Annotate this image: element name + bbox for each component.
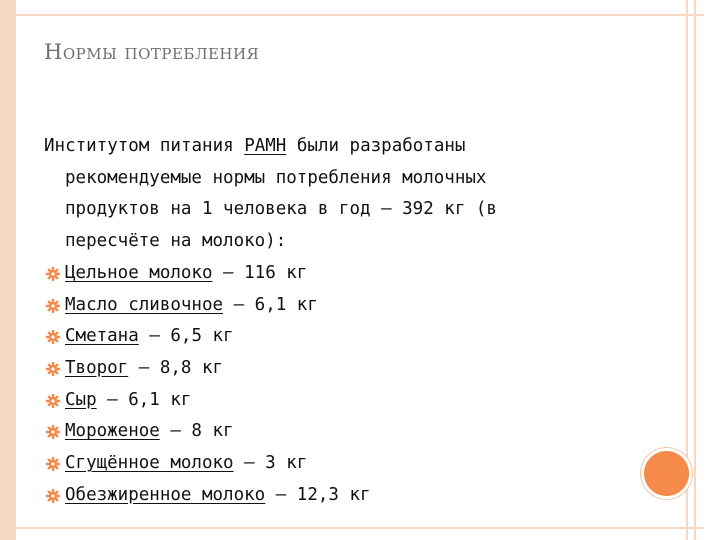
item-value: — 6,5 кг [138, 326, 234, 347]
gear-bullet-icon [46, 330, 60, 344]
item-name-link[interactable]: Творог [65, 357, 129, 378]
item-value: — 3 кг [233, 453, 308, 474]
frame-left-strip [0, 0, 16, 540]
item-name-link[interactable]: Обезжиренное молоко [65, 484, 266, 505]
item-name-link[interactable]: Масло сливочное [65, 294, 224, 315]
intro-line: пересчёте на молоко): [65, 231, 287, 252]
frame-top-line [16, 14, 704, 16]
intro-text: были разработаны [286, 136, 466, 156]
item-value: — 6,1 кг [96, 389, 192, 410]
intro-text: Институтом питания [44, 136, 245, 156]
list-item [44, 416, 644, 448]
list-item [44, 385, 644, 417]
ramn-link[interactable]: РАМН [244, 136, 287, 156]
item-name-link[interactable]: Сгущённое молоко [65, 453, 234, 474]
item-value: — 12,3 кг [265, 484, 371, 505]
list-item [44, 321, 644, 353]
intro-line [44, 131, 644, 163]
gear-bullet-icon [46, 299, 60, 313]
list-item [44, 448, 644, 480]
norms-list [44, 258, 644, 512]
list-item [44, 290, 644, 322]
item-name-link[interactable]: Сметана [65, 326, 139, 347]
gear-bullet-icon [46, 267, 60, 281]
frame-bottom-line [16, 527, 704, 529]
item-name-link[interactable]: Цельное молоко [65, 262, 213, 283]
item-name-link[interactable]: Сыр [65, 389, 97, 410]
gear-bullet-icon [46, 489, 60, 503]
frame-right-line-outer [694, 0, 696, 540]
slide-title: Нормы потребления [44, 40, 260, 64]
item-value: — 116 кг [212, 262, 308, 283]
gear-bullet-icon [46, 425, 60, 439]
intro-line: продуктов на 1 человека в год — 392 кг (в [65, 199, 497, 220]
item-value: — 8 кг [159, 421, 234, 442]
decorative-circle [641, 448, 692, 499]
gear-bullet-icon [46, 362, 60, 376]
list-item [44, 258, 644, 290]
gear-bullet-icon [46, 457, 60, 471]
item-value: — 6,1 кг [223, 294, 318, 315]
item-value: — 8,8 кг [128, 357, 224, 378]
list-item [44, 353, 644, 385]
list-item [44, 480, 644, 512]
gear-bullet-icon [46, 394, 60, 408]
intro-line: рекомендуемые нормы потребления молочных [65, 167, 487, 188]
item-name-link[interactable]: Мороженое [65, 421, 160, 442]
slide-body [44, 131, 644, 511]
